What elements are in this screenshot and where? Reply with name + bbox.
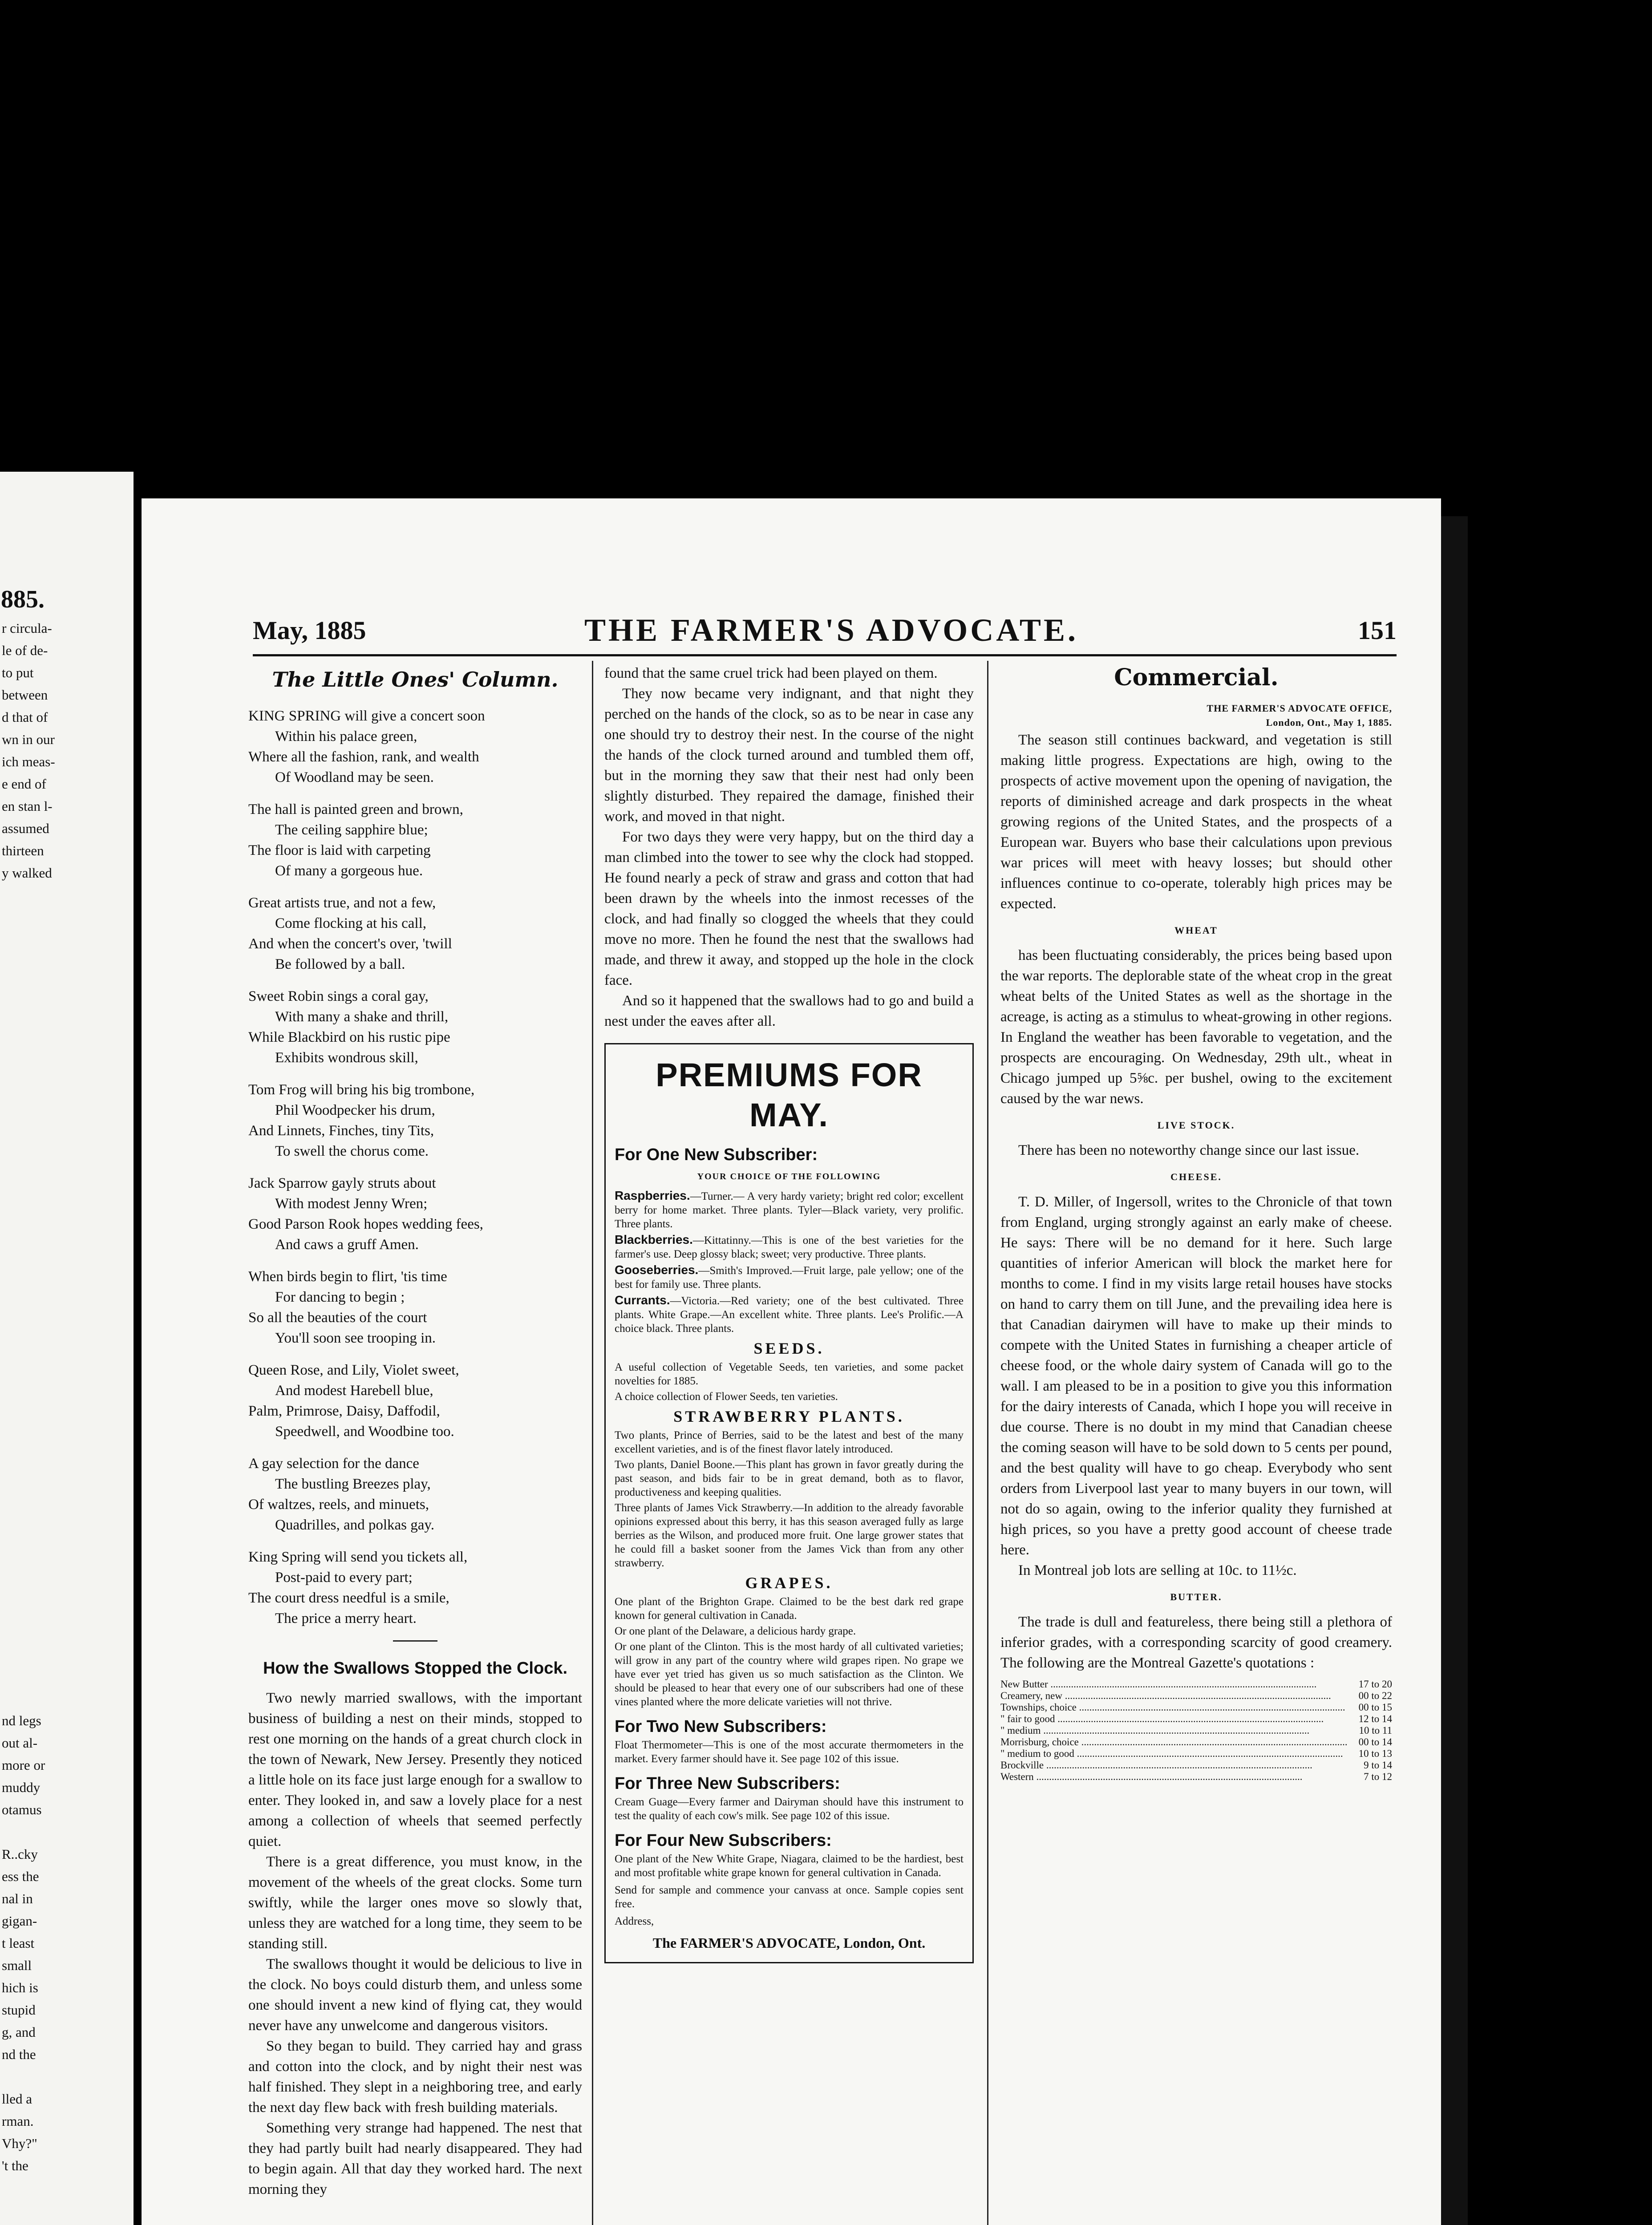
cheese-text: T. D. Miller, of Ingersoll, writes to the Chronicle of that town from England, urging strongly against an early make of cheese. He says: There will be no demand for it here. Such large quantities of inferior American will block the market here for months to come. I find in my visits large retail houses have stocks on hand to carry them on till June, and the prevailing idea here is that Canadian dairymen will have to make up their minds to compete with the United States in furnishing a cheaper article of cheese food, or the whole dairy system of Canada will go to the wall. I am pleased to be in a position to give you this information for the dairy interests of Canada, which I hope you will receive in due course. There is no doubt in my mind that Canadian cheese the coming season will have to be sold down to 5 cents per pound, and the best quality will have to go cheap. Everybody who sent orders from Liverpool last year to many buyers in our town, will not do so again, owing to the inferior quality they furnished at high prices, so you have a pretty good account of cheese trade here. xyxy=(1000,1194,1392,1558)
poem-line: Palm, Primrose, Daisy, Daffodil, xyxy=(248,1403,440,1419)
story-paragraph: Two newly married swallows, with the important business of building a nest on their minds, stopped to rest one morning on the hands of a great church clock in the town of Newark, New Jersey. Presently they noticed a little hole on its face just large enough for a swallow to enter. They looked in, and saw a lovely place for a nest among a collection of wheels that seemed perfectly quiet. xyxy=(248,1690,582,1849)
commercial-heading: Commercial. xyxy=(1114,664,1279,691)
previous-page-line: 't the xyxy=(2,2158,28,2173)
previous-page-line: more or xyxy=(2,1757,45,1773)
three-subscribers-heading: For Three New Subscribers: xyxy=(615,1774,840,1793)
page-edge-shadow xyxy=(1441,516,1468,2225)
premium-item: Two plants, Prince of Berries, said to be the latest and best of the many excellent varieties, and is of the finest flavor lately introduced. xyxy=(615,1429,964,1455)
quote-value: 12 to 14 xyxy=(1358,1713,1392,1724)
two-subscribers-heading: For Two New Subscribers: xyxy=(615,1717,827,1736)
story-paragraph: The swallows thought it would be delicious to live in the clock. No boys could disturb them, and unless some one should invent a new kind of flying cat, they would never have any unwelcome and dangerous visitors. xyxy=(248,1956,582,2034)
previous-page-line: t least xyxy=(2,1935,35,1951)
poem-line: The price a merry heart. xyxy=(275,1610,417,1626)
quote-value: 10 to 13 xyxy=(1358,1748,1392,1759)
poem-line: Post-paid to every part; xyxy=(275,1570,413,1586)
seeds-heading: SEEDS. xyxy=(753,1339,825,1357)
previous-page-line: y walked xyxy=(2,865,52,881)
butter-quotations xyxy=(1000,1679,1392,1783)
premium-item xyxy=(615,1263,964,1291)
quote-value: 00 to 22 xyxy=(1358,1690,1392,1701)
poem-line: Sweet Robin sings a coral gay, xyxy=(248,988,429,1004)
poem-line: Within his palace green, xyxy=(275,728,417,744)
premiums-signature: The FARMER'S ADVOCATE, London, Ont. xyxy=(652,1935,926,1951)
premium-item: Or one plant of the Clinton. This is the most hardy of all cultivated varieties; will grow in any part of the country where wild grapes ripen. No grape we have ever yet tried has given us so much satisfaction as the Clinton. We should be pleased to hear that every one of our subscribers had one of these vines planted where the more delicate varieties will not thrive. xyxy=(615,1641,964,1708)
one-subscriber-sub: YOUR CHOICE OF THE FOLLOWING xyxy=(697,1172,881,1181)
previous-page-line: hich is xyxy=(2,1980,38,1995)
poem-line: Of Woodland may be seen. xyxy=(275,769,434,785)
previous-page-line: stupid xyxy=(2,2002,36,2018)
poem-line: When birds begin to flirt, 'tis time xyxy=(248,1269,447,1285)
poem-line: And Linnets, Finches, tiny Tits, xyxy=(248,1123,434,1139)
office-line-1: THE FARMER'S ADVOCATE OFFICE, xyxy=(1207,703,1392,714)
poem-line: And modest Harebell blue, xyxy=(275,1383,433,1399)
premium-item xyxy=(615,1189,964,1231)
butter-text: The trade is dull and featureless, there being still a plethora of inferior grades, with a corresponding scarcity of good creamery. The following are the Montreal Gazette's quotations : xyxy=(1000,1614,1392,1671)
previous-page-line: rman. xyxy=(2,2113,34,2129)
one-subscriber-items xyxy=(615,1189,964,1335)
two-subscribers-text: Float Thermometer—This is one of the most accurate thermometers in the market. Every farmer should have it. See page 102 of this issue. xyxy=(615,1739,964,1765)
previous-page-line: nd legs xyxy=(2,1713,41,1728)
butter-heading: BUTTER. xyxy=(1170,1591,1223,1602)
previous-page-line: nd the xyxy=(2,2047,36,2062)
newspaper-page xyxy=(142,498,1441,2225)
quote-label: " medium ..... xyxy=(1000,1725,1356,1736)
quote-value: 17 to 20 xyxy=(1358,1679,1392,1690)
quote-row xyxy=(1000,1760,1392,1771)
quote-row xyxy=(1000,1771,1392,1783)
quote-row xyxy=(1000,1679,1392,1690)
previous-page-line: ess the xyxy=(2,1869,39,1884)
story-paragraph: Something very strange had happened. The nest that they had partly built had nearly disappeared. They had to begin again. All that day they worked hard. The next morning they xyxy=(248,2120,582,2197)
poem-line: And caws a gruff Amen. xyxy=(275,1237,419,1253)
premium-item-text: —Turner.— A very hardy variety; bright red color; excellent berry for home market. Three plants. Tyler—Black variety, very prolific. Three plants. xyxy=(615,1190,964,1230)
poem-line: With many a shake and thrill, xyxy=(275,1009,449,1025)
poem-stanza xyxy=(248,1360,582,1442)
quote-label: New Butter ..... xyxy=(1000,1679,1356,1690)
previous-page-line: d that of xyxy=(2,709,48,725)
previous-page-line: between xyxy=(2,687,48,703)
quote-row xyxy=(1000,1690,1392,1702)
story-paragraph: They now became very indignant, and that night they perched on the hands of the clock, so as to be near in case any one should try to destroy their nest. In the course of the night the hands of the clock turned around and tumbled them off, but in the morning they saw that their nest had only been slightly disturbed. They repaired the damage, finished their work, and moved in that night. xyxy=(604,686,974,825)
premiums-title: PREMIUMS FOR MAY. xyxy=(656,1056,923,1133)
masthead-title: THE FARMER'S ADVOCATE. xyxy=(584,612,1078,648)
story-paragraph: So they began to build. They carried hay and grass and cotton into the clock, and by night their nest was half finished. They slept in a neighboring tree, and early the next day flew back with fresh building materials. xyxy=(248,2038,582,2116)
wheat-heading: WHEAT xyxy=(1174,925,1218,936)
wheat-text: has been fluctuating considerably, the prices being based upon the war reports. The deplorable state of the wheat crop in the great wheat belts of the United States as well as the shortage in the acreage, is acting as a stimulus to wheat-growing in other regions. In England the weather has been favorable to vegetation, and the prospects are encouraging. On Wednesday, 29th ult., wheat in Chicago jumped up 5⅝c. per bushel, owing to the excitement caused by the war news. xyxy=(1000,947,1392,1107)
previous-page-line: otamus xyxy=(2,1802,42,1817)
quote-label: " medium to good ..... xyxy=(1000,1748,1356,1760)
swallows-story xyxy=(248,1688,582,2200)
strawberry-heading: STRAWBERRY PLANTS. xyxy=(673,1408,905,1425)
previous-page-line: r circula- xyxy=(2,620,52,636)
poem-line: Speedwell, and Woodbine too. xyxy=(275,1424,454,1440)
premium-item: A useful collection of Vegetable Seeds, ten varieties, and some packet novelties for 1885. xyxy=(615,1361,964,1387)
poem-stanza xyxy=(248,706,582,788)
poem-line: So all the beauties of the court xyxy=(248,1310,427,1326)
quote-row xyxy=(1000,1713,1392,1725)
live-stock-heading: LIVE STOCK. xyxy=(1157,1120,1235,1131)
previous-page-line: to put xyxy=(2,665,34,680)
poem-line: Tom Frog will bring his big trombone, xyxy=(248,1082,475,1098)
poem-line: For dancing to begin ; xyxy=(275,1289,405,1305)
premium-item-text: —Smith's Improved.—Fruit large, pale yellow; one of the best for family use. Three plants. xyxy=(615,1265,964,1290)
poem-stanza xyxy=(248,1453,582,1535)
previous-page-line: le of de- xyxy=(2,643,48,658)
premium-item: Three plants of James Vick Strawberry.—In addition to the already favorable opinions expressed about this berry, it has this season averaged fully as large berries as the Wilson, and produced more fruit. One large grower states that he could fill a basket sooner from the James Vick than from any other strawberry. xyxy=(615,1502,964,1569)
quote-row xyxy=(1000,1702,1392,1713)
swallows-story-continued xyxy=(604,663,974,1032)
commercial-intro: The season still continues backward, and vegetation is still making little progress. Expectations are high, owing to the prospects of active movement upon the opening of navigation, the reports of diminished acreage and dark prospects in the wheat growing regions of the United States, and the prospects of a European war. Buyers who base their calculations upon previous war prices will meet with heavy losses; but should other influences continue to co-operate, tolerably high prices may be expected. xyxy=(1000,732,1392,912)
poem-line: Where all the fashion, rank, and wealth xyxy=(248,749,479,765)
one-subscriber-heading: For One New Subscriber: xyxy=(615,1145,818,1164)
poem-stanza xyxy=(248,1547,582,1629)
poem-stanza xyxy=(248,1080,582,1161)
page-header xyxy=(253,612,1397,652)
poem-line: Great artists true, and not a few, xyxy=(248,895,436,911)
previous-page-line: assumed xyxy=(2,821,49,836)
previous-page-line: muddy xyxy=(2,1780,40,1795)
poem-line: With modest Jenny Wren; xyxy=(275,1196,428,1212)
previous-page-line: R..cky xyxy=(2,1846,38,1862)
premium-item xyxy=(615,1233,964,1261)
poem-line: Of many a gorgeous hue. xyxy=(275,863,423,879)
previous-page-line: thirteen xyxy=(2,843,44,858)
poem-line: KING SPRING will give a concert soon xyxy=(248,708,485,724)
poem-line: Come flocking at his call, xyxy=(275,915,427,931)
previous-page-line: out al- xyxy=(2,1735,38,1751)
previous-page-number: 885. xyxy=(1,586,45,613)
page-number: 151 xyxy=(1358,616,1397,645)
poem-line: Exhibits wondrous skill, xyxy=(275,1050,418,1066)
quote-value: 00 to 15 xyxy=(1358,1702,1392,1713)
premium-item: Or one plant of the Delaware, a delicious hardy grape. xyxy=(615,1625,856,1637)
previous-page-line: Vhy?" xyxy=(2,2136,37,2151)
poem-line: A gay selection for the dance xyxy=(248,1456,419,1472)
column-divider xyxy=(592,661,593,2225)
previous-page-line: lled a xyxy=(2,2091,32,2107)
quote-row xyxy=(1000,1725,1392,1736)
quote-label: Brockville ..... xyxy=(1000,1760,1361,1771)
poem-line: Quadrilles, and polkas gay. xyxy=(275,1517,435,1533)
seeds-items xyxy=(615,1360,964,1404)
premium-item-name: Raspberries. xyxy=(615,1189,690,1202)
quote-label: Morrisburg, choice ..... xyxy=(1000,1736,1356,1748)
grapes-items xyxy=(615,1595,964,1709)
previous-page-line: gigan- xyxy=(2,1913,37,1929)
four-subscribers-heading: For Four New Subscribers: xyxy=(615,1831,832,1850)
poem-line: To swell the chorus come. xyxy=(275,1143,429,1159)
column-divider xyxy=(987,661,988,2225)
poem-stanza xyxy=(248,893,582,975)
three-subscribers-text: Cream Guage—Every farmer and Dairyman should have this instrument to test the quality of each cow's milk. See page 102 of this issue. xyxy=(615,1796,964,1822)
premium-item-text: —Victoria.—Red variety; one of the best cultivated. Three plants. White Grape.—An excellent white. Three plants. Lee's Prolific.—A choice black. Three plants. xyxy=(615,1295,964,1335)
quote-row xyxy=(1000,1736,1392,1748)
cheese-montreal-text: In Montreal job lots are selling at 10c. to 11½c. xyxy=(1018,1562,1297,1578)
quote-row xyxy=(1000,1748,1392,1760)
poem-line: Of waltzes, reels, and minuets, xyxy=(248,1497,429,1513)
strawberry-items xyxy=(615,1428,964,1570)
premium-item-text: —Kittatinny.—This is one of the best varieties for the farmer's use. Deep glossy black; sweet; very productive. Three plants. xyxy=(615,1234,964,1260)
quote-label: " fair to good ..... xyxy=(1000,1713,1356,1725)
poem-line: Queen Rose, and Lily, Violet sweet, xyxy=(248,1362,459,1378)
premium-item: A choice collection of Flower Seeds, ten varieties. xyxy=(615,1391,838,1403)
poem-line: And when the concert's over, 'twill xyxy=(248,936,452,952)
little-ones-heading: The Little Ones' Column. xyxy=(272,668,559,692)
story-paragraph: There is a great difference, you must know, in the movement of the wheels of the great clocks. Some turn swiftly, while the larger ones move so slowly that, unless they are watched for a long time, they seem to be standing still. xyxy=(248,1854,582,1952)
poem-line: While Blackbird on his rustic pipe xyxy=(248,1029,450,1045)
story-paragraph: found that the same cruel trick had been played on them. xyxy=(604,665,938,681)
cheese-heading: CHEESE. xyxy=(1170,1171,1222,1182)
quote-label: Townships, choice ..... xyxy=(1000,1702,1356,1713)
previous-page-line: en stan l- xyxy=(2,798,53,814)
poem-line: Be followed by a ball. xyxy=(275,956,405,972)
poem-line: King Spring will send you tickets all, xyxy=(248,1549,468,1565)
previous-page-line: e end of xyxy=(2,776,46,792)
premium-item xyxy=(615,1293,964,1335)
grapes-heading: GRAPES. xyxy=(745,1574,833,1592)
poem-line: Jack Sparrow gayly struts about xyxy=(248,1175,436,1191)
previous-page-fragment xyxy=(0,472,134,2225)
poem-line: The ceiling sapphire blue; xyxy=(275,822,428,838)
previous-page-line: ich meas- xyxy=(2,754,55,769)
office-line-2: London, Ont., May 1, 1885. xyxy=(1266,717,1392,728)
poem-stanza xyxy=(248,1173,582,1255)
quote-value: 10 to 11 xyxy=(1359,1725,1392,1736)
poem-line: The court dress needful is a smile, xyxy=(248,1590,449,1606)
section-rule xyxy=(393,1640,437,1642)
poem-line: Phil Woodpecker his drum, xyxy=(275,1102,435,1118)
quote-value: 00 to 14 xyxy=(1358,1736,1392,1748)
quote-value: 7 to 12 xyxy=(1364,1771,1392,1782)
poem-stanza xyxy=(248,1266,582,1348)
poem-line: The bustling Breezes play, xyxy=(275,1476,431,1492)
poem-line: Good Parson Rook hopes wedding fees, xyxy=(248,1216,483,1232)
premium-item: One plant of the Brighton Grape. Claimed to be the best dark red grape known for general cultivation in Canada. xyxy=(615,1596,964,1622)
previous-page-line: nal in xyxy=(2,1891,33,1906)
previous-page-line: small xyxy=(2,1958,32,1973)
poem-line: The hall is painted green and brown, xyxy=(248,801,463,817)
column-story-and-premiums xyxy=(604,663,974,1963)
premium-item-name: Blackberries. xyxy=(615,1233,693,1246)
previous-page-line: g, and xyxy=(2,2024,36,2040)
previous-page-line: wn in our xyxy=(2,732,55,747)
poem-stanza xyxy=(248,986,582,1068)
premiums-footnote: Send for sample and commence your canvass at once. Sample copies sent free. xyxy=(615,1884,964,1910)
column-little-ones xyxy=(248,663,582,2200)
story-paragraph: And so it happened that the swallows had to go and build a nest under the eaves after all. xyxy=(604,993,974,1029)
quote-label: Creamery, new ..... xyxy=(1000,1690,1356,1702)
premium-item-name: Gooseberries. xyxy=(615,1263,699,1277)
header-date: May, 1885 xyxy=(253,616,366,645)
premium-item-name: Currants. xyxy=(615,1293,670,1307)
premium-item: Two plants, Daniel Boone.—This plant has grown in favor greatly during the past season, and bids fair to be in great demand, both as to flavor, productiveness and keeping qualities. xyxy=(615,1459,964,1498)
column-commercial xyxy=(1000,663,1392,1783)
poem xyxy=(248,706,582,1629)
four-subscribers-text: One plant of the New White Grape, Niagara, claimed to be the hardiest, best and most profitable white grape known for general cultivation in Canada. xyxy=(615,1853,964,1879)
story-paragraph: For two days they were very happy, but on the third day a man climbed into the tower to see why the clock had stopped. He found nearly a peck of straw and grass and cotton that had been drawn by the wheels into the inmost recesses of the clock, and had finally so clogged the wheels that they could move no more. Then he found the nest that the swallows had made, and threw it away, and stopped up the hole in the clock face. xyxy=(604,829,974,988)
premiums-box xyxy=(604,1043,974,1963)
header-rule xyxy=(253,654,1397,656)
poem-stanza xyxy=(248,799,582,881)
quote-label: Western ..... xyxy=(1000,1771,1361,1783)
poem-line: The floor is laid with carpeting xyxy=(248,842,431,858)
premiums-address-label: Address, xyxy=(615,1915,654,1927)
live-stock-text: There has been no noteworthy change since our last issue. xyxy=(1018,1142,1360,1158)
poem-line: You'll soon see trooping in. xyxy=(275,1330,436,1346)
quote-value: 9 to 14 xyxy=(1364,1760,1392,1771)
swallows-heading: How the Swallows Stopped the Clock. xyxy=(263,1659,568,1678)
